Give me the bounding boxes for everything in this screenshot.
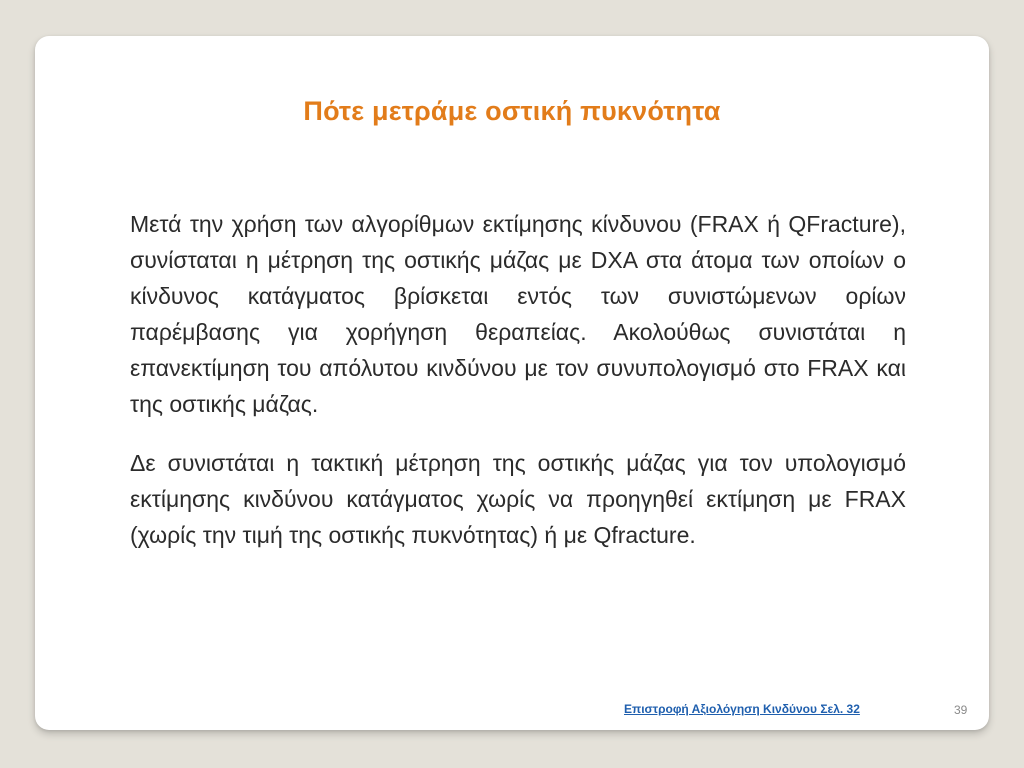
slide-body (130, 206, 906, 553)
paragraph-routine-measurement: Δε συνιστάται η τακτική μέτρηση της οστικής μάζας για τον υπολογισμό εκτίμησης κινδύνου κατάγματος χωρίς να προηγηθεί εκτίμηση με FRAX (χωρίς την τιμή της οστικής πυκνότητας) ή με Qfracture. (130, 450, 906, 548)
back-to-risk-assessment-link[interactable]: Επιστροφή Αξιολόγηση Κινδύνου Σελ. 32 (624, 702, 860, 716)
slide-title: Πότε μετράμε οστική πυκνότητα (303, 96, 721, 126)
paragraph-frax-dxa: Μετά την χρήση των αλγορίθμων εκτίμησης κίνδυνου (FRAX ή QFracture), συνίσταται η μέτρηση της οστικής μάζας με DXA στα άτομα των οποίων ο κίνδυνος κατάγματος βρίσκεται εντός των συνιστώμενων ορίων παρέμβασης για χορήγηση θεραπείας. Ακολούθως συνιστάται η επανεκτίμηση του απόλυτου κινδύνου με τον συνυπολογισμό στο FRAX και της οστικής μάζας. (130, 211, 906, 417)
page-number: 39 (954, 703, 968, 717)
